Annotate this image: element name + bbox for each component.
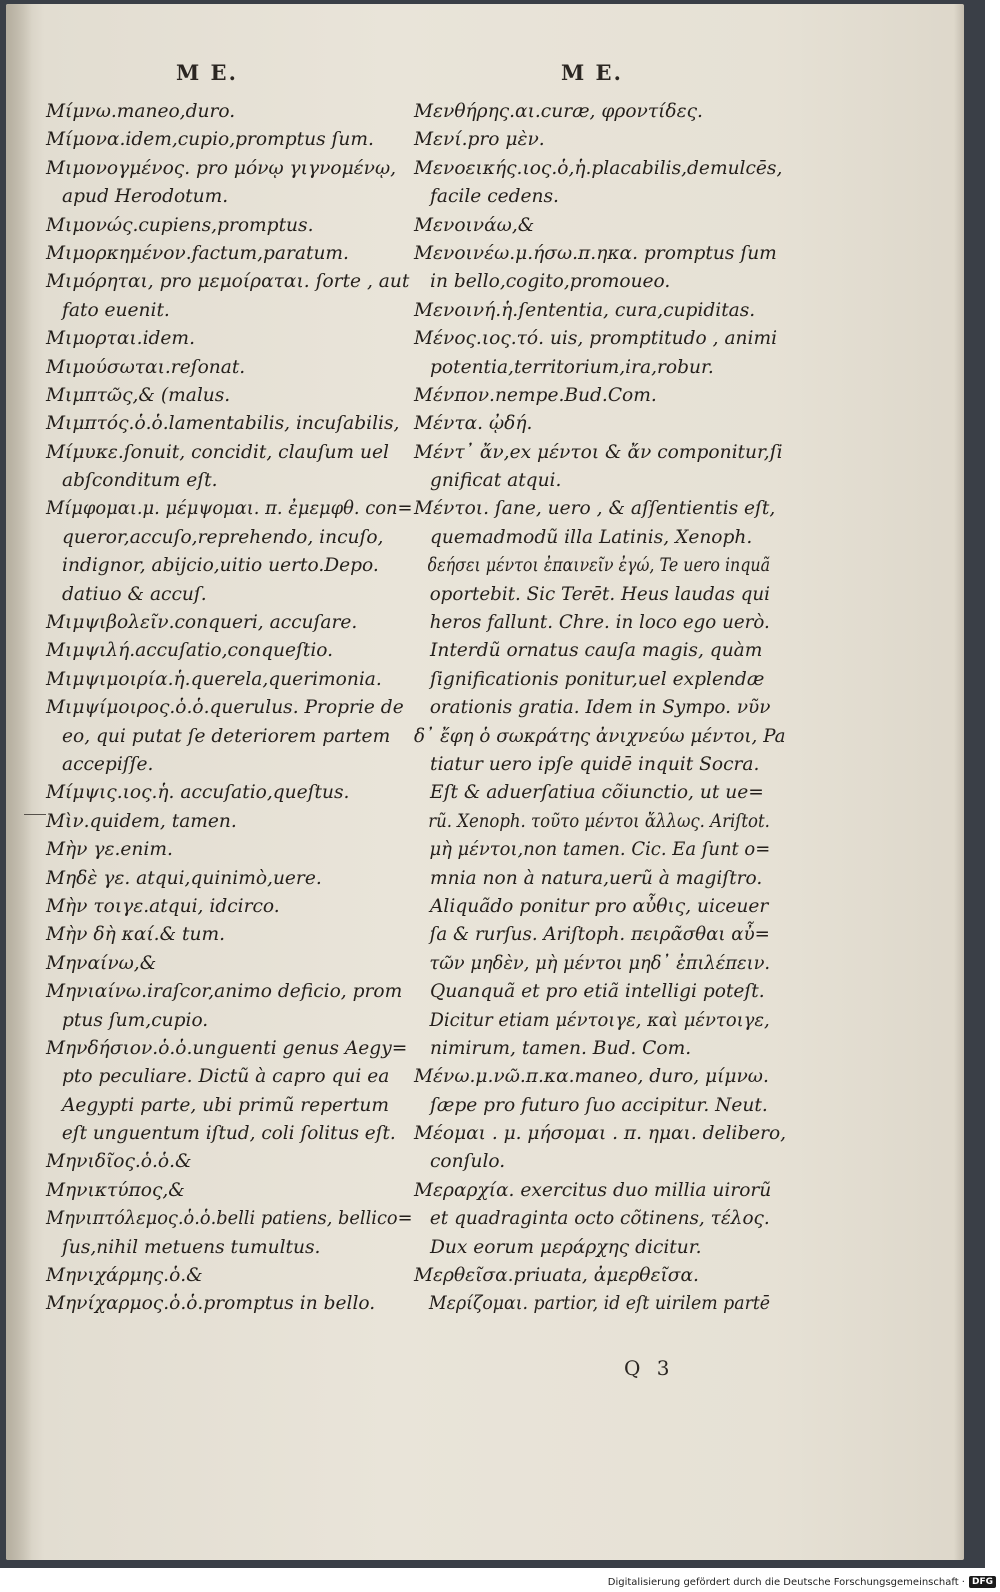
dictionary-line: tiatur uero ipſe quidē inquit Socra.: [430, 753, 760, 775]
dictionary-line: rũ. Xenoph. τοῦτο μέντοι ἄλλως. Ariſtot.: [428, 810, 770, 832]
dictionary-line: Μηνιδῖος.ὁ.ὁ.&: [46, 1151, 192, 1173]
dictionary-line: Μιμψιλή.accuſatio,conqueſtio.: [46, 640, 334, 662]
dictionary-line: μὴ μέντοι,non tamen. Cic. Ea ſunt o=: [429, 839, 771, 861]
dictionary-line: Μιμονώς.cupiens,promptus.: [46, 214, 314, 236]
dictionary-line: Μηνιαίνω.iraſcor,animo deficio, prom: [46, 981, 403, 1003]
dictionary-line: Μίμψις.ιος.ἡ. accuſatio,queſtus.: [46, 782, 350, 804]
dictionary-line: Μέντοι. ſane, uero , & aſſentientis eſt,: [414, 498, 776, 520]
dictionary-line: gnificat atqui.: [430, 470, 562, 492]
dictionary-line: et quadraginta octo cõtinens, τέλος.: [429, 1208, 770, 1230]
dictionary-line: Μένος.ιος.τό. uis, promptitudo , animi: [414, 328, 778, 350]
dictionary-line: Aliquãdo ponitur pro αὖθις, uiceuer: [430, 895, 769, 917]
dictionary-line: Μέντα. ᾠδή.: [414, 413, 533, 435]
dictionary-line: Μηνίχαρμος.ὁ.ὁ.promptus in bello.: [46, 1293, 376, 1315]
dictionary-line: ſa & rurſus. Ariſtoph. πειρᾶσθαι αὖ=: [429, 924, 770, 946]
dictionary-line: Eſt & aduerſatiua cõiunctio, ut ue=: [430, 782, 764, 804]
page-gutter-shadow: [6, 4, 32, 1560]
dictionary-line: Μιμψιμοιρία.ἡ.querela,querimonia.: [46, 668, 382, 690]
dictionary-line: Μηνικτύπος,&: [46, 1179, 185, 1201]
dictionary-line: accepiſſe.: [62, 753, 154, 775]
dictionary-line: Μὴν τοιγε.atqui, idcirco.: [46, 895, 280, 917]
dictionary-line: nimirum, tamen. Bud. Com.: [430, 1037, 692, 1059]
dictionary-line: Μερίζομαι. partior, id eſt uirilem partē: [428, 1293, 771, 1315]
dictionary-line: in bello,cogito,promoueo.: [430, 271, 671, 293]
dictionary-line: fato euenit.: [62, 299, 170, 321]
dictionary-line: Μὴν γε.enim.: [46, 839, 173, 861]
dictionary-line: Μέντ᾽ ἄν,ex μέντοι & ἄν componitur,ſi: [414, 441, 783, 463]
dictionary-line: facile cedens.: [430, 186, 559, 208]
dictionary-line: ſus,nihil metuens tumultus.: [62, 1236, 321, 1258]
dictionary-line: abſconditum eſt.: [62, 470, 218, 492]
dictionary-line: Μίμονα.idem,cupio,promptus ſum.: [46, 129, 374, 151]
dictionary-line: indignor, abijcio,uitio uerto.Depo.: [62, 555, 379, 577]
dictionary-line: Μιμονογμένος. pro μόνῳ γιγνομένῳ,: [46, 157, 397, 179]
dictionary-line: Μιμπτός.ὁ.ὁ.lamentabilis, incuſabilis,: [46, 413, 400, 435]
dictionary-line: Μιμπτῶς,& (malus.: [46, 384, 231, 406]
dictionary-line: Μιμψιβολεῖν.conqueri, accuſare.: [46, 612, 358, 634]
dictionary-line: Interdũ ornatus cauſa magis, quàm: [430, 640, 763, 662]
footer-credit: Digitalisierung gefördert durch die Deutsche Forschungsgemeinschaft ·: [607, 1576, 965, 1588]
signature-mark: Q 3: [624, 1356, 670, 1380]
dictionary-line: Μηναίνω,&: [46, 952, 157, 974]
dfg-logo: DFG: [969, 1576, 996, 1588]
dictionary-line: orationis gratia. Idem in Sympo. νῦν: [429, 697, 771, 719]
dictionary-line: Dux eorum μεράρχης dicitur.: [430, 1236, 702, 1258]
running-head-right: M E.: [561, 60, 623, 85]
dictionary-line: queror,accuſo,reprehendo, incuſo,: [62, 526, 384, 548]
left-column: [46, 98, 413, 1319]
dictionary-line: Μίμυκε.ſonuit, concidit, clauſum uel: [46, 441, 389, 463]
right-column: [414, 98, 787, 1319]
dictionary-line: Μενοεικής.ιος.ὁ,ἡ.placabilis,demulcēs,: [414, 157, 783, 179]
dictionary-line: apud Herodotum.: [62, 186, 229, 208]
dictionary-line: Μερθεῖσα.priuata, ἀμερθεῖσα.: [414, 1265, 699, 1287]
dictionary-line: Μιμορκημένον.factum,paratum.: [46, 242, 349, 264]
dictionary-line: Μιμορται.idem.: [46, 328, 195, 350]
dictionary-line: ſæpe pro futuro ſuo accipitur. Neut.: [430, 1094, 768, 1116]
dictionary-line: datiuo & accuſ.: [62, 583, 207, 605]
dictionary-line: Μιμψίμοιρος.ὁ.ὁ.querulus. Proprie de: [46, 697, 404, 719]
dictionary-line: heros fallunt. Chre. in loco ego uerò.: [429, 612, 770, 634]
dictionary-line: Μενοινέω.μ.ήσω.π.ηκα. promptus ſum: [414, 242, 777, 264]
dictionary-line: δεήσει μέντοι ἐπαινεῖν ἐγώ, Te uero inquã: [427, 555, 771, 577]
margin-pen-mark: [24, 814, 46, 815]
dictionary-line: Dicitur etiam μέντοιγε, καὶ μέντοιγε,: [429, 1009, 770, 1031]
dictionary-line: Μένπον.nempe.Bud.Com.: [414, 384, 657, 406]
dictionary-line: mnia non à natura,uerũ à magiſtro.: [430, 867, 763, 889]
dictionary-line: eſt unguentum iſtud, coli ſolitus eſt.: [61, 1123, 396, 1145]
dictionary-line: ſignificationis ponitur,uel explendæ: [430, 668, 765, 690]
dictionary-line: potentia,territorium,ira,robur.: [430, 356, 714, 378]
dictionary-line: Μηνδήσιον.ὁ.ὁ.unguenti genus Aegy=: [46, 1037, 408, 1059]
dictionary-line: conſulo.: [430, 1151, 506, 1173]
dictionary-line: δ᾽ ἔφη ὁ σωκράτης ἀνιχνεύω μέντοι, Pa: [414, 725, 786, 747]
dictionary-line: pto peculiare. Dictũ à capro qui ea: [62, 1066, 390, 1088]
dictionary-line: Μὶν.quidem, tamen.: [46, 810, 237, 832]
dictionary-line: Μηδὲ γε. atqui,quinimò,uere.: [46, 867, 322, 889]
dictionary-line: ptus ſum,cupio.: [62, 1009, 209, 1031]
dictionary-line: Μίμφομαι.μ. μέμψομαι. π. ἐμεμφθ. con=: [46, 498, 413, 520]
dictionary-line: Μενοινάω,&: [414, 214, 535, 236]
dictionary-line: Μίμνω.maneo,duro.: [46, 101, 236, 122]
dictionary-line: Μένω.μ.νῶ.π.κα.maneo, duro, μίμνω.: [414, 1066, 769, 1088]
dictionary-line: Quanquã et pro etiã intelligi poteſt.: [430, 981, 765, 1003]
dictionary-line: Μεραρχία. exercitus duo millia uirorũ: [414, 1179, 772, 1201]
dictionary-line: quemadmodũ illa Latinis, Xenoph.: [430, 526, 753, 548]
dictionary-line: Μενί.pro μὲν.: [414, 129, 545, 151]
dictionary-line: Μὴν δὴ καί.& tum.: [46, 924, 226, 946]
dictionary-line: Μηνιχάρμης.ὁ.&: [46, 1265, 203, 1287]
digitization-footer: [604, 1572, 1000, 1592]
dictionary-line: Μενθήρης.αι.curæ, φροντίδες.: [414, 101, 703, 122]
dictionary-line: eo, qui putat ſe deteriorem partem: [62, 725, 391, 747]
page-edge-shadow: [954, 4, 964, 1560]
dictionary-line: Aegypti parte, ubi primũ repertum: [62, 1094, 389, 1116]
dictionary-line: Μιμόρηται, pro μεμοίραται. ſorte , aut: [46, 271, 410, 293]
dictionary-line: oportebit. Sic Terēt. Heus laudas qui: [429, 583, 770, 605]
running-head-left: M E.: [176, 60, 238, 85]
dictionary-line: Μέομαι . μ. μήσομαι . π. ημαι. delibero,: [414, 1123, 787, 1145]
dictionary-line: τῶν μηδὲν, μὴ μέντοι μηδ᾽ ἐπιλέπειν.: [429, 952, 771, 974]
dictionary-line: Μενοινή.ἡ.ſententia, cura,cupiditas.: [414, 299, 756, 321]
dictionary-line: Μιμούσωται.reſonat.: [46, 356, 246, 378]
dictionary-line: Μηνιπτόλεμος.ὁ.ὁ.belli patiens, bellico=: [46, 1208, 413, 1230]
book-page: [6, 4, 964, 1560]
